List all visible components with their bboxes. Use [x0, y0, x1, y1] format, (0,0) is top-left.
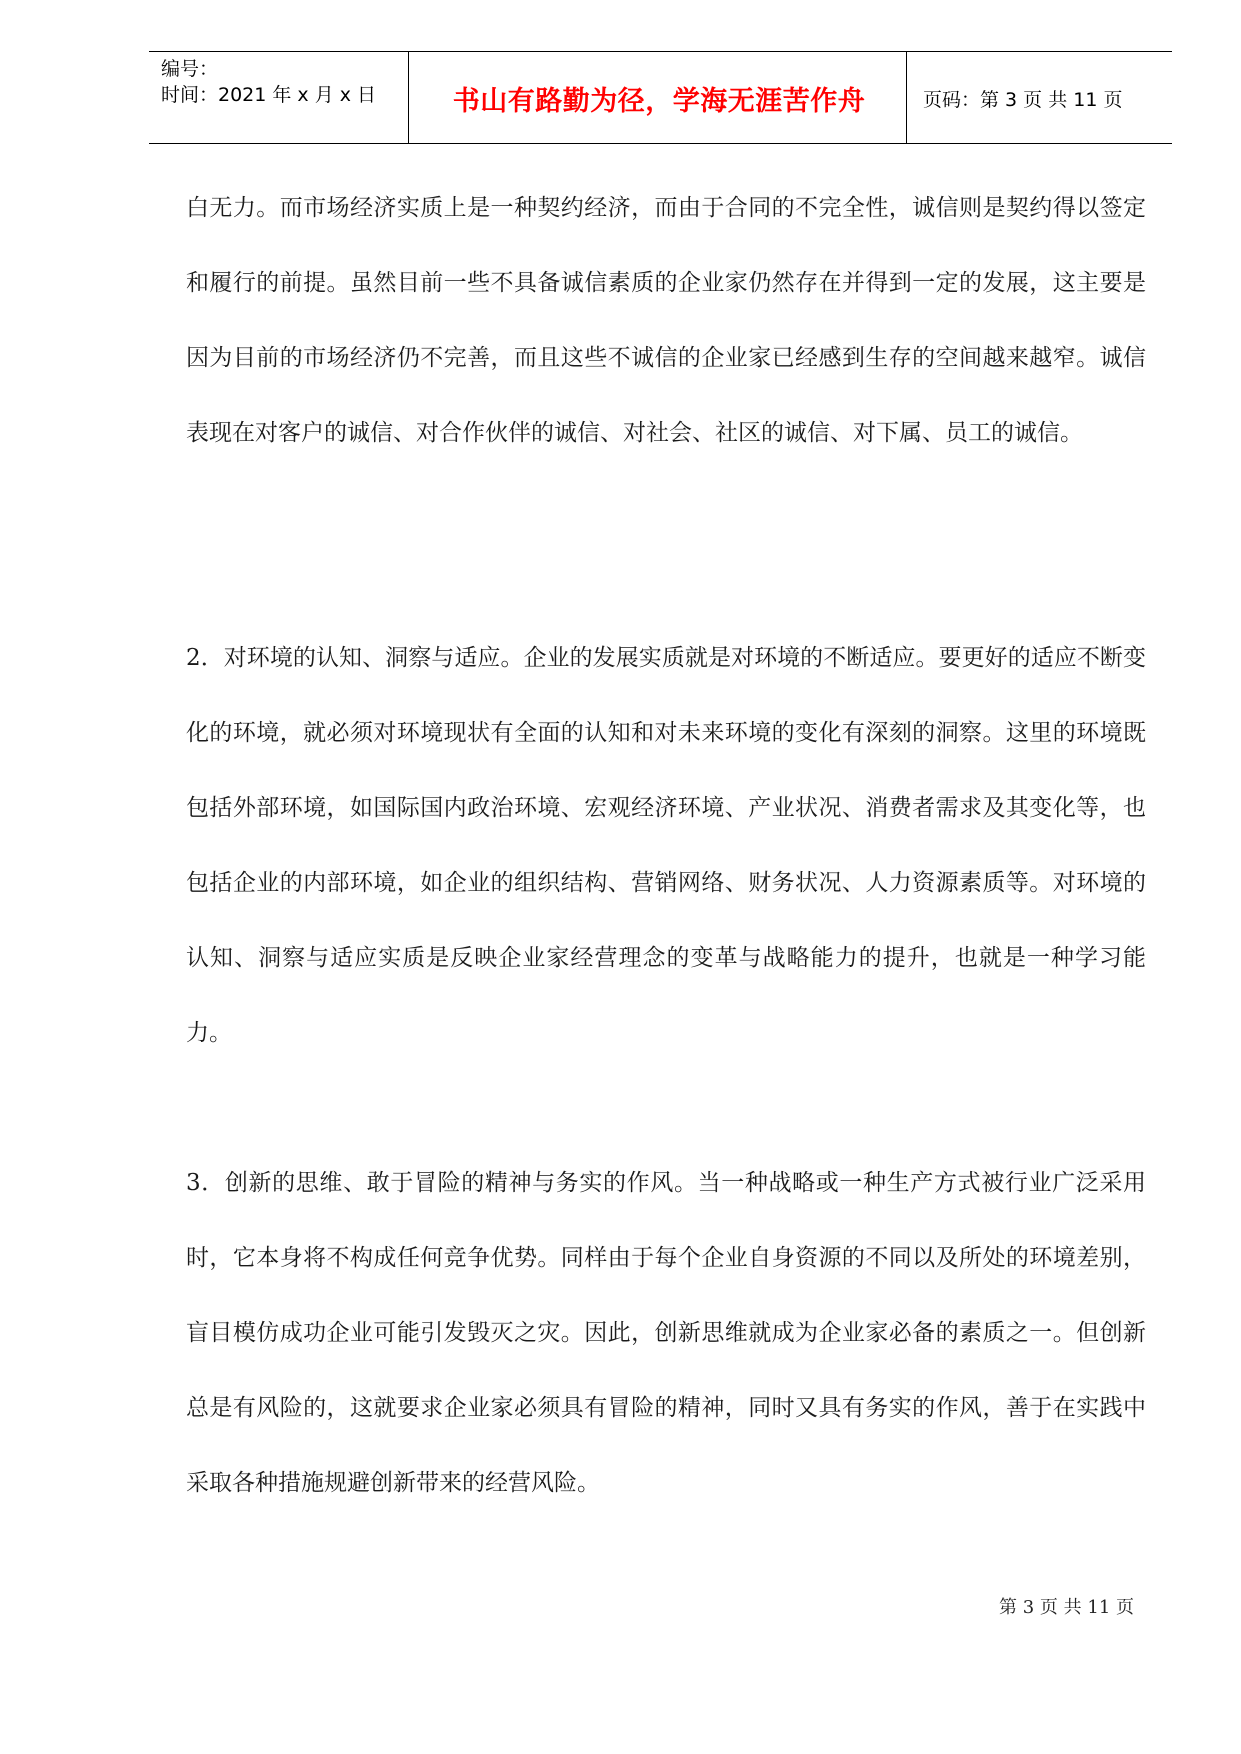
body-paragraph-1: 白无力。而市场经济实质上是一种契约经济，而由于合同的不完全性，诚信则是契约得以签定和履行的前提。虽然目前一些不具备诚信素质的企业家仍然存在并得到一定的发展，这主要是因为目前的市场经济仍不完善，而且这些不诚信的企业家已经感到生存的空间越来越窄。诚信表现在对客户的诚信、对合作伙伴的诚信、对社会、社区的诚信、对下属、员工的诚信。 — [186, 195, 1146, 446]
header-page-number: 页码：第 3 页 共 11 页 — [923, 88, 1123, 111]
document-date-label: 时间：2021 年 x 月 x 日 — [161, 84, 377, 106]
page-header — [149, 51, 1172, 144]
body-paragraph-3: 3．创新的思维、敢于冒险的精神与务实的作风。当一种战略或一种生产方式被行业广泛采用时，它本身将不构成任何竞争优势。同样由于每个企业自身资源的不同以及所处的环境差别，盲目模仿成功企业可能引发毁灭之灾。因此，创新思维就成为企业家必备的素质之一。但创新总是有风险的，这就要求企业家必须具有冒险的精神，同时又具有务实的作风，善于在实践中采取各种措施规避创新带来的经营风险。 — [186, 1170, 1146, 1496]
header-motto: 书山有路勤为径，学海无涯苦作舟 — [452, 85, 866, 117]
document-number-label: 编号： — [161, 58, 219, 80]
footer-page-number: 第 3 页 共 11 页 — [999, 1597, 1134, 1618]
header-meta — [161, 56, 411, 108]
body-paragraph-2: 2．对环境的认知、洞察与适应。企业的发展实质就是对环境的不断适应。要更好的适应不断变化的环境，就必须对环境现状有全面的认知和对未来环境的变化有深刻的洞察。这里的环境既包括外部环境，如国际国内政治环境、宏观经济环境、产业状况、消费者需求及其变化等，也包括企业的内部环境，如企业的组织结构、营销网络、财务状况、人力资源素质等。对环境的认知、洞察与适应实质是反映企业家经营理念的变革与战略能力的提升，也就是一种学习能力。 — [186, 645, 1146, 1046]
